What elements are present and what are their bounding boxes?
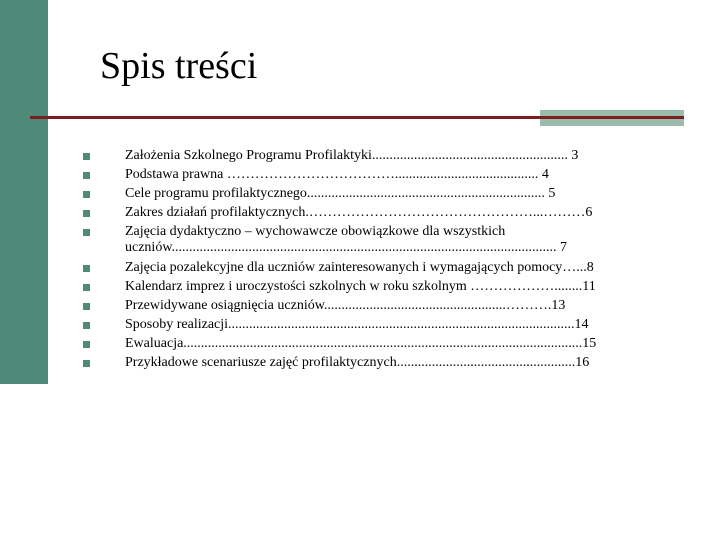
toc-entry-text: Cele programu profilaktycznego.................................................................... 5	[125, 186, 556, 201]
toc-entry-text: Przykładowe scenariusze zajęć profilaktycznych...................................................16	[125, 355, 590, 370]
toc-entry-text: Ewaluacja..................................................................................................................15	[125, 336, 597, 351]
square-bullet-icon	[83, 229, 90, 236]
square-bullet-icon	[83, 172, 90, 179]
page-title: Spis treści	[100, 45, 258, 87]
square-bullet-icon	[83, 191, 90, 198]
square-bullet-icon	[83, 284, 90, 291]
square-bullet-icon	[83, 341, 90, 348]
square-bullet-icon	[83, 322, 90, 329]
toc-entry-text: Kalendarz imprez i uroczystości szkolnych w roku szkolnym ………………........11	[125, 279, 596, 294]
toc-entry-text-continued: uczniów.............................................................................................................. 7	[125, 240, 568, 255]
toc-entry-text: Zakres działań profilaktycznych.…………………………………………...………6	[125, 205, 593, 220]
toc-entry-text: Założenia Szkolnego Programu Profilaktyki........................................................ 3	[125, 148, 579, 163]
toc-entry-text: Sposoby realizacji...................................................................................................14	[125, 317, 589, 332]
toc-entry-text: Przewidywane osiągnięcia uczniów....................................................……….13	[125, 298, 566, 313]
toc-entry-text: Zajęcia dydaktyczno – wychowawcze obowiązkowe dla wszystkich	[125, 224, 506, 239]
square-bullet-icon	[83, 303, 90, 310]
square-bullet-icon	[83, 210, 90, 217]
square-bullet-icon	[83, 360, 90, 367]
toc-entry-text: Podstawa prawna ………………………………......................................... 4	[125, 167, 549, 182]
toc-entry-text: Zajęcia pozalekcyjne dla uczniów zainteresowanych i wymagających pomocy…...8	[125, 260, 594, 275]
square-bullet-icon	[83, 153, 90, 160]
square-bullet-icon	[83, 265, 90, 272]
